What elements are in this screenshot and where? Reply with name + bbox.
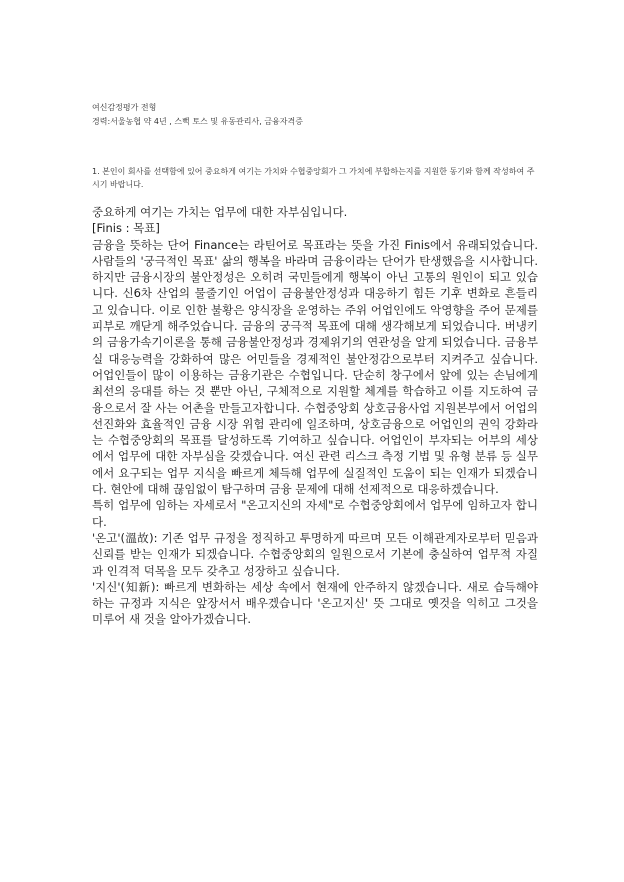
essay-question: 1. 본인이 회사를 선택함에 있어 중요하게 여기는 가치와 수협중앙회가 그 가치에 부합하는지를 지원한 동기와 함께 작성하여 주시기 바랍니다. xyxy=(92,167,535,189)
document-header xyxy=(92,101,532,129)
answer-subheading: [Finis : 목표] xyxy=(92,221,160,236)
answer-paragraph: '온고'(溫故): 기존 업무 규정을 정직하고 투명하게 따르며 모든 이해관계자로부터 믿음과 신뢰를 받는 인재가 되겠습니다. 수협중앙회의 일원으로서 기본에 충실하여 업무적 자질과 인격적 덕목을 모두 갖추고 성장하고 싶습니다. xyxy=(92,530,538,578)
application-track: 여신감정평가 전형 xyxy=(92,103,157,112)
essay-answer xyxy=(92,204,538,628)
answer-paragraph: 금융을 뜻하는 단어 Finance는 라틴어로 목표라는 뜻을 가진 Finis에서 유래되었습니다. 사람들의 '궁극적인 목표' 삶의 행복을 바라며 금융이라는 단어가 탄생했음을 시사합니다. 하지만 금융시장의 불안정성은 오히려 국민들에게 행복이 아닌 고통의 원인이 되고 있습니다. 신6차 산업의 물줄기인 어업이 금융불안정성과 대응하기 힘든 기후 변화로 흔들리고 있습니다. 이로 인한 불황은 양식장을 운영하는 주위 어업인에도 악영향을 주어 문제를 피부로 깨닫게 해주었습니다. 금융의 궁극적 목표에 대해 생각해보게 되었습니다. 버냉키의 금융가속기이론을 통해 금융불안정성과 경제위기의 연관성을 알게 되었습니다. 금융부실 대응능력을 강화하여 많은 어민들을 경제적인 불안정감으로부터 지켜주고 싶습니다. 어업인들이 많이 이용하는 금융기관은 수협입니다. 단순히 창구에서 앞에 있는 손님에게 최선의 응대를 하는 것 뿐만 아닌, 구체적으로 지원할 체계를 학습하고 이를 지도하여 금융으로서 잘 사는 어촌을 만들고자합니다. 수협중앙회 상호금융사업 지원본부에서 어업의 선진화와 효율적인 금융 시장 위험 관리에 일조하며, 상호금융으로 어업인의 권익 강화라는 수협중앙회의 목표를 달성하도록 기여하고 싶습니다. 어업인이 부자되는 어부의 세상에서 업무에 대한 자부심을 갖겠습니다. 여신 관련 리스크 측정 기법 및 유형 분류 등 실무에서 요구되는 업무 지식을 빠르게 체득해 업무에 실질적인 도움이 되는 인재가 되겠습니다. 현안에 대해 끊임없이 탐구하며 금융 문제에 대해 선제적으로 대응하겠습니다. xyxy=(92,237,538,497)
career-summary: 경력:서울농협 약 4년 , 스뻑 토스 및 유동관리사, 금융자격증 xyxy=(92,117,303,126)
answer-paragraph: 특히 업무에 임하는 자세로서 "온고지신의 자세"로 수협중앙회에서 업무에 임하고자 합니다. xyxy=(92,498,538,529)
answer-lead: 중요하게 여기는 가치는 업무에 대한 자부심입니다. xyxy=(92,205,348,219)
answer-paragraph: '지신'(知新): 빠르게 변화하는 세상 속에서 현재에 안주하지 않겠습니다. 새로 습득해야 하는 규정과 지식은 앞장서서 배우겠습니다 '온고지신' 뜻 그대로 옛것을 익히고 그것을 미루어 새 것을 알아가겠습니다. xyxy=(92,579,538,627)
